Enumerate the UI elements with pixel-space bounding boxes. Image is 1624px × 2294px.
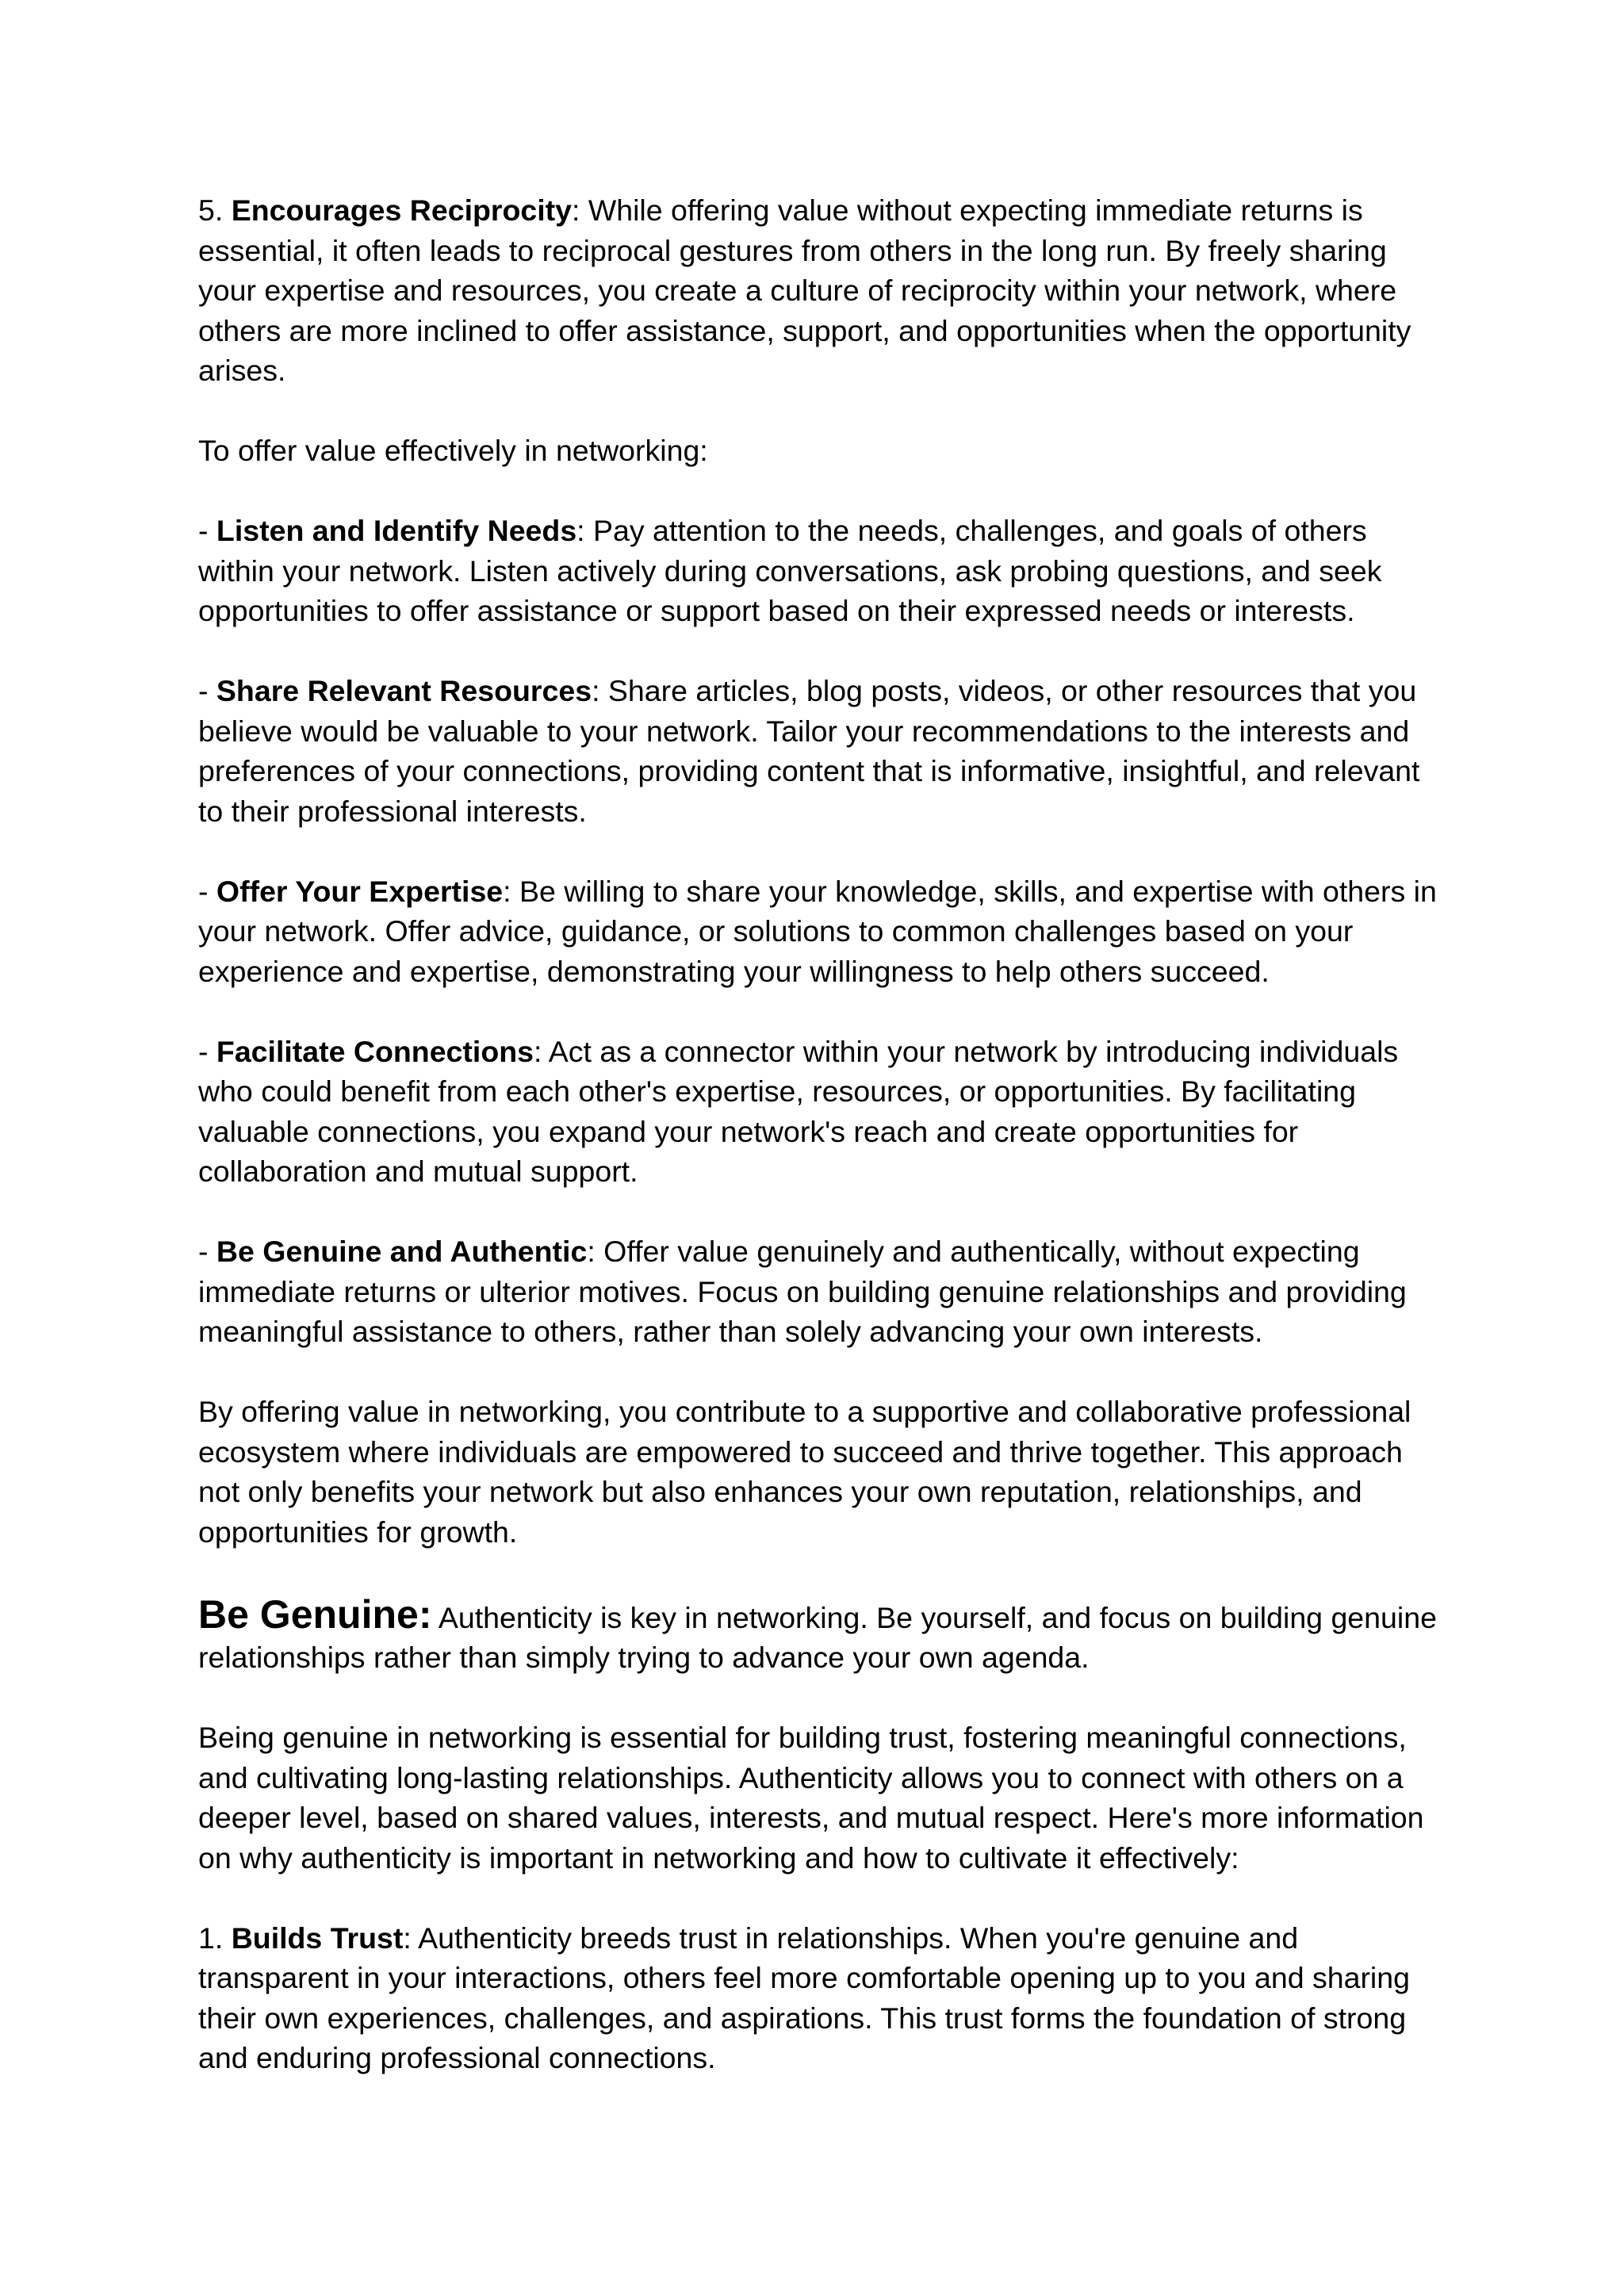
paragraph-text: Being genuine in networking is essential for building trust, fostering meaningful connections, and cultivating long-lasting relationships. Authenticity allows you to connect with others on a deeper level, based on shared values, interests, and mutual respect. Here's more information on why authenticity is important in networking and how to cultivate it effectively: <box>198 1721 1424 1875</box>
paragraph-text: By offering value in networking, you contribute to a supportive and collaborative professional ecosystem where individuals are empowered to succeed and thrive together. This approach not only benefits your network but also enhances your own reputation, relationships, and opportunities for growth. <box>198 1395 1411 1549</box>
bullet-marker: - <box>198 874 216 908</box>
bullet-marker: - <box>198 674 216 707</box>
heading-text: Authenticity is key in networking. Be yourself, and focus on building genuine relationships rather than simply trying to advance your own agenda. <box>198 1600 1437 1674</box>
paragraph-listen-identify-needs <box>198 511 1443 631</box>
term-listen-identify-needs: Listen and Identify Needs <box>216 514 577 547</box>
bullet-marker: - <box>198 1034 216 1068</box>
paragraph-offering-value-summary <box>198 1392 1443 1552</box>
paragraph-offer-value-intro <box>198 431 1443 471</box>
paragraph-builds-trust <box>198 1918 1443 2078</box>
paragraph-text: : Act as a connector within your network by introducing individuals who could benefit from each other's expertise, resources, or opportunities. By facilitating valuable connections, you expand your network's reach and create opportunities for collaboration and mutual support. <box>198 1034 1399 1188</box>
term-encourages-reciprocity: Encourages Reciprocity <box>231 193 573 227</box>
term-facilitate-connections: Facilitate Connections <box>216 1034 534 1068</box>
paragraph-being-genuine-intro <box>198 1718 1443 1878</box>
paragraph-text: To offer value effectively in networking: <box>198 434 708 467</box>
paragraph-text: : Pay attention to the needs, challenges, and goals of others within your network. Listen actively during conversations, ask probing questions, and seek opportunities to offer assistance or support based on their expressed needs or interests. <box>198 514 1382 627</box>
list-number: 5. <box>198 193 232 227</box>
paragraph-text: : Be willing to share your knowledge, skills, and expertise with others in your network. Offer advice, guidance, or solutions to common challenges based on your experience and expertise, demonstrating your willingness to help others succeed. <box>198 874 1437 988</box>
paragraph-share-relevant-resources <box>198 671 1443 831</box>
list-number: 1. <box>198 1921 232 1955</box>
term-be-genuine-authentic: Be Genuine and Authentic <box>216 1235 588 1268</box>
paragraph-be-genuine-authentic <box>198 1231 1443 1352</box>
paragraph-offer-your-expertise <box>198 871 1443 992</box>
paragraph-facilitate-connections <box>198 1032 1443 1192</box>
paragraph-text: : While offering value without expecting immediate returns is essential, it often leads to reciprocal gestures from others in the long run. By freely sharing your expertise and resources, you create a culture of reciprocity within your network, where others are more inclined to offer assistance, support, and opportunities when the opportunity arises. <box>198 193 1411 387</box>
paragraph-encourages-reciprocity <box>198 190 1443 391</box>
bullet-marker: - <box>198 514 216 547</box>
paragraph-text: : Authenticity breeds trust in relationships. When you're genuine and transparent in your interactions, others feel more comfortable opening up to you and sharing their own experiences, challenges, and aspirations. This trust forms the foundation of strong and enduring professional connections. <box>198 1921 1410 2074</box>
paragraph-text: : Offer value genuinely and authentically, without expecting immediate returns or ulterior motives. Focus on building genuine relationships and providing meaningful assistance to others, rather than solely advancing your own interests. <box>198 1235 1407 1348</box>
section-heading-be-genuine <box>198 1592 1443 1678</box>
bullet-marker: - <box>198 1235 216 1268</box>
term-builds-trust: Builds Trust <box>231 1921 404 1955</box>
paragraph-text: : Share articles, blog posts, videos, or other resources that you believe would be valuable to your network. Tailor your recommendations to the interests and preferences of your connections, providing content that is informative, insightful, and relevant to their professional interests. <box>198 674 1420 828</box>
term-share-relevant-resources: Share Relevant Resources <box>216 674 592 707</box>
document-page <box>198 190 1443 2118</box>
heading-term-be-genuine: Be Genuine: <box>198 1591 432 1637</box>
term-offer-your-expertise: Offer Your Expertise <box>216 874 504 908</box>
